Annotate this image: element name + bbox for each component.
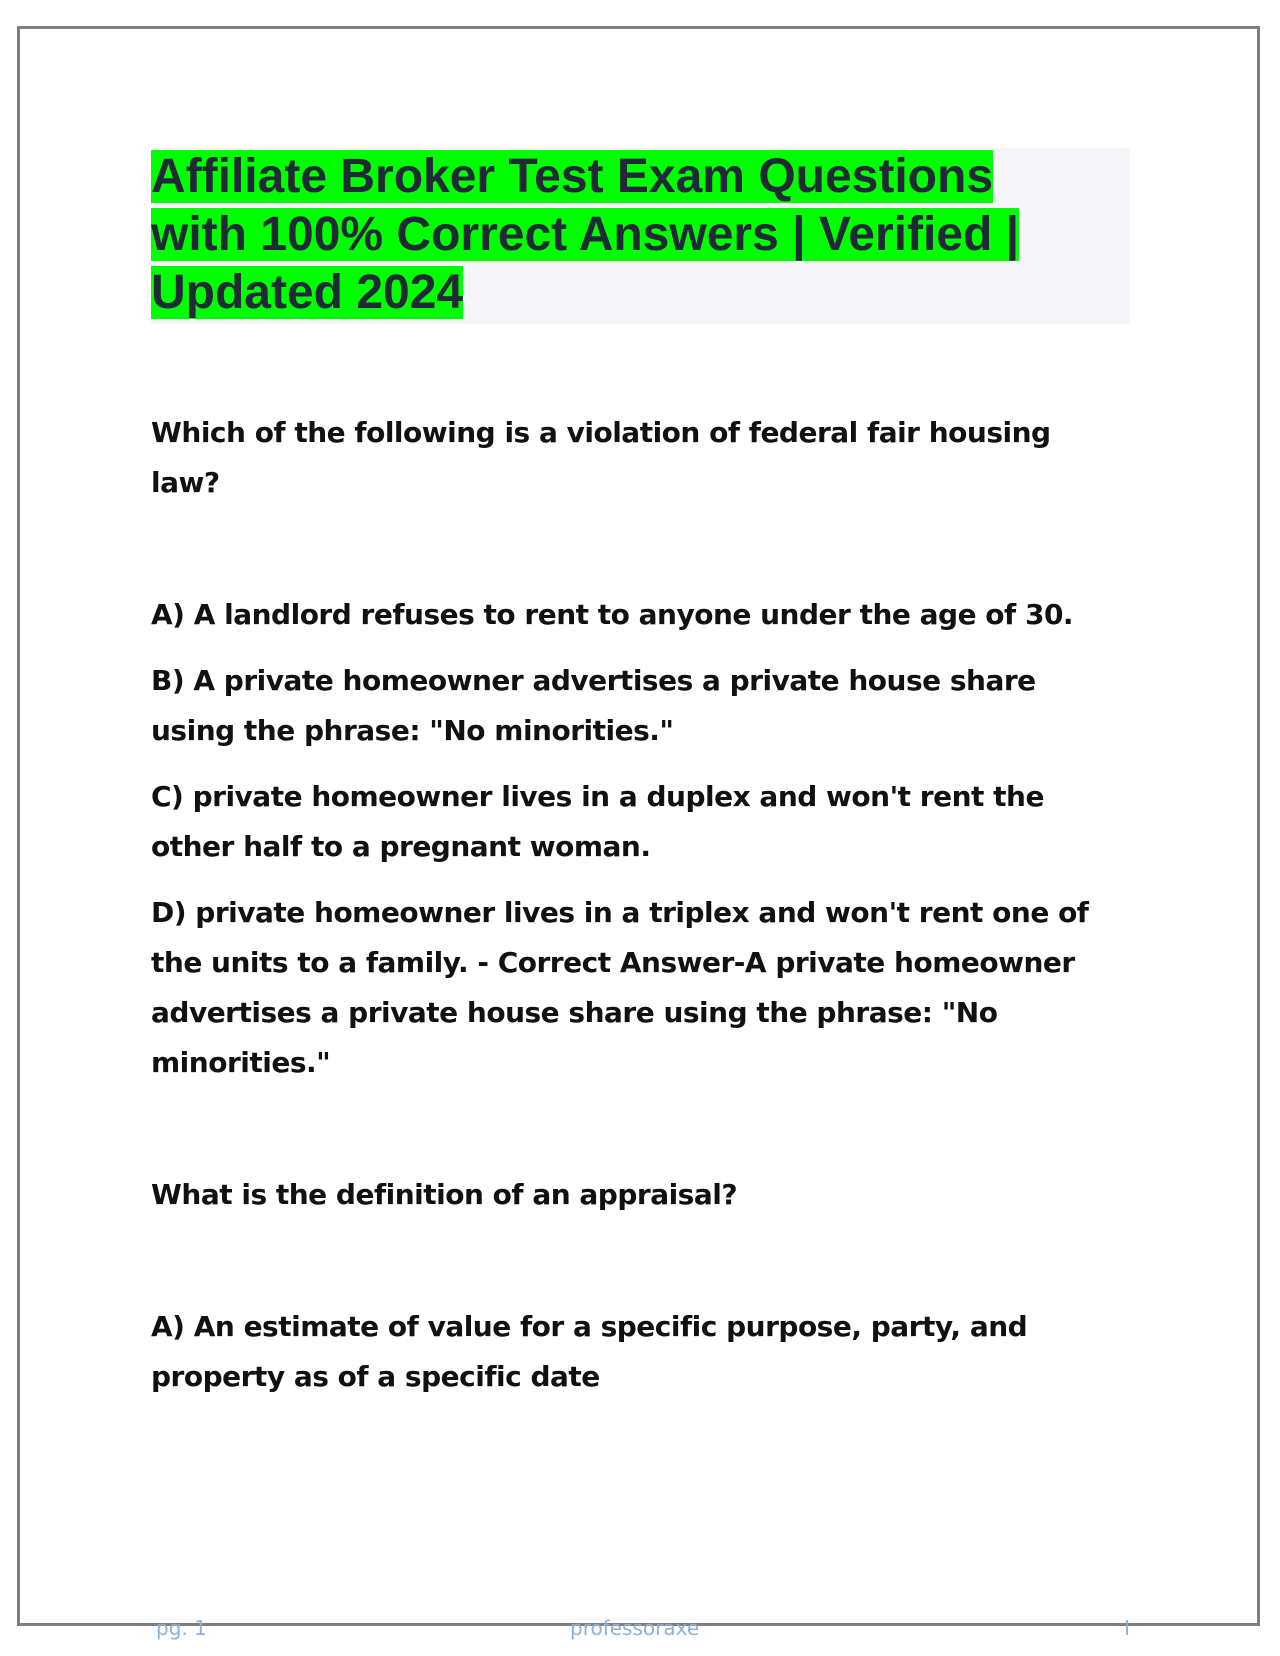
title-line-3: Updated 2024 bbox=[151, 266, 464, 319]
spacer bbox=[151, 508, 1121, 590]
question-2-option-a: A) An estimate of value for a specific purpose, party, and property as of a specific date bbox=[151, 1310, 1028, 1393]
spacer bbox=[151, 1220, 1121, 1302]
question-1-option-c: C) private homeowner lives in a duplex and won't rent the other half to a pregnant woman. bbox=[151, 780, 1044, 863]
footer-author: professoraxe bbox=[570, 1616, 700, 1640]
document-title bbox=[151, 148, 1081, 322]
question-1-option-d-answer: D) private homeowner lives in a triplex and won't rent one of the units to a family. - Correct Answer-A private homeowner advertises a private house share using the phrase: "No minorities." bbox=[151, 896, 1089, 1079]
question-1-option-b: B) A private homeowner advertises a private house share using the phrase: "No minorities." bbox=[151, 664, 1036, 747]
spacer bbox=[151, 1104, 1121, 1170]
question-2: What is the definition of an appraisal? bbox=[151, 1178, 738, 1211]
footer-page-number: pg. 1 bbox=[156, 1616, 207, 1640]
footer-mark: I bbox=[1124, 1616, 1130, 1640]
title-line-2: with 100% Correct Answers | Verified | bbox=[151, 208, 1020, 261]
document-body bbox=[151, 408, 1121, 1418]
question-1-option-a: A) A landlord refuses to rent to anyone under the age of 30. bbox=[151, 598, 1074, 631]
question-1: Which of the following is a violation of federal fair housing law? bbox=[151, 416, 1051, 499]
title-line-1: Affiliate Broker Test Exam Questions bbox=[151, 150, 994, 203]
